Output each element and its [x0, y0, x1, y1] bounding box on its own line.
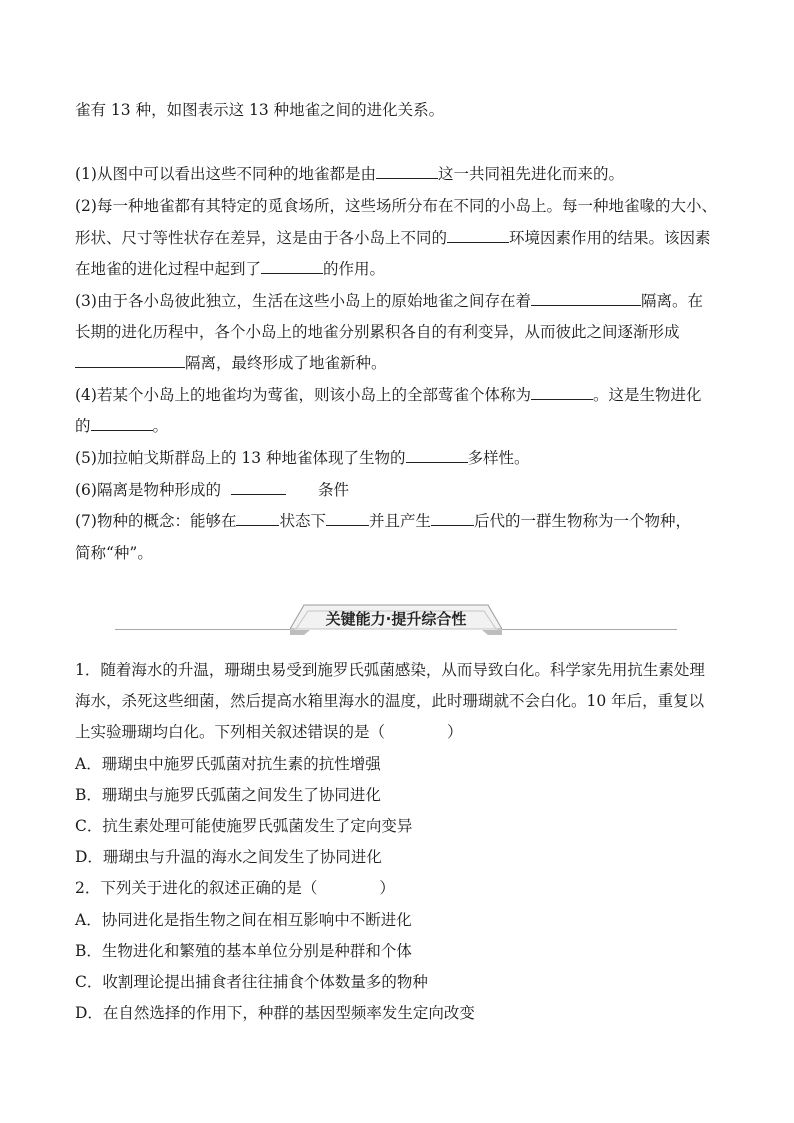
mc1-stem-text: 上实验珊瑚均白化。下列相关叙述错误的是（ [75, 723, 386, 741]
q2-text-a: 形状、尺寸等性状存在差异，这是由于各小岛上不同的 [75, 229, 448, 247]
q3-text-c: 隔离，最终形成了地雀新种。 [185, 354, 387, 372]
q3-text-b: 隔离。在 [640, 292, 703, 310]
q7-text-b: 状态下 [279, 512, 326, 530]
q5-text-a: (5)加拉帕戈斯群岛上的 13 种地雀体现了生物的 [75, 449, 406, 467]
mc1-option-d[interactable]: D．珊瑚虫与升温的海水之间发生了协同进化 [75, 848, 382, 866]
banner-tab [290, 603, 502, 633]
mc1-stem-line1: 1．随着海水的升温，珊瑚虫易受到施罗氏弧菌感染，从而导致白化。科学家先用抗生素处理 [75, 661, 705, 679]
q1-blank[interactable] [376, 164, 438, 179]
q1-text-b: 这一共同祖先进化而来的。 [437, 165, 624, 183]
q2-text-c: 在地雀的进化过程中起到了 [75, 260, 262, 278]
q2-blank-2[interactable] [261, 259, 323, 274]
mc1-stem-close: ） [447, 723, 463, 741]
question-4-line2 [75, 416, 168, 436]
mc2-option-a[interactable]: A．协同进化是指生物之间在相互影响中不断进化 [75, 911, 412, 929]
mc2-option-d[interactable]: D．在自然选择的作用下，种群的基因型频率发生定向改变 [75, 1004, 475, 1022]
q4-text-b: 。这是生物进化 [592, 386, 702, 404]
q2-text-b: 环境因素作用的结果。该因素 [509, 229, 711, 247]
question-4-line1 [75, 385, 701, 405]
q2-text-d: 的作用。 [323, 260, 386, 278]
mc2-option-b[interactable]: B．生物进化和繁殖的基本单位分别是种群和个体 [75, 942, 412, 960]
question-3-line3 [75, 353, 387, 373]
q7-blank-3[interactable] [431, 511, 474, 526]
q3-text-a: (3)由于各小岛彼此独立，生活在这些小岛上的原始地雀之间存在着 [75, 292, 531, 310]
banner-rule-left [115, 629, 290, 630]
question-2-line1: (2)每一种地雀都有其特定的觅食场所，这些场所分布在不同的小岛上。每一种地雀喙的大小、 [75, 197, 717, 215]
q7-text-a: (7)物种的概念：能够在 [75, 512, 237, 530]
question-3-line2: 长期的进化历程中，各个小岛上的地雀分别累积各自的有利变异，从而彼此之间逐渐形成 [75, 323, 680, 341]
banner-title: 关键能力·提升综合性 [325, 610, 467, 628]
mc1-option-c[interactable]: C．抗生素处理可能使施罗氏弧菌发生了定向变异 [75, 817, 413, 835]
q7-text-d: 后代的一群生物称为一个物种， [474, 512, 692, 530]
question-2-line2 [75, 228, 711, 248]
q4-blank-1[interactable] [531, 385, 593, 400]
q6-text-a: (6)隔离是物种形成的 [75, 481, 221, 499]
q7-text-c: 并且产生 [368, 512, 431, 530]
q4-text-d: 。 [152, 417, 169, 435]
q7-blank-1[interactable] [236, 511, 279, 526]
question-7-line1 [75, 511, 691, 531]
question-3-line1 [75, 291, 703, 311]
mc2-option-c[interactable]: C．收割理论提出捕食者往往捕食个体数量多的物种 [75, 973, 428, 991]
q3-blank-2[interactable] [75, 353, 185, 368]
mc1-stem-line3 [75, 722, 463, 742]
q4-blank-2[interactable] [91, 416, 153, 431]
section-banner [115, 603, 677, 639]
mc2-stem [75, 878, 395, 898]
banner-rule-right [502, 629, 677, 630]
q4-text-c: 的 [75, 417, 91, 435]
mc1-option-a[interactable]: A．珊瑚虫中施罗氏弧菌对抗生素的抗性增强 [75, 755, 381, 773]
question-1-fill [75, 164, 624, 184]
question-6-fill [75, 480, 349, 500]
mc1-option-b[interactable]: B．珊瑚虫与施罗氏弧菌之间发生了协同进化 [75, 786, 381, 804]
question-7-line2: 简称“种”。 [75, 544, 153, 562]
mc1-stem-line2: 海水，杀死这些细菌，然后提高水箱里海水的温度，此时珊瑚就不会白化。10 年后，重复以 [75, 692, 705, 710]
q6-blank[interactable] [231, 480, 286, 495]
question-5-fill [75, 448, 530, 468]
q5-blank[interactable] [406, 448, 468, 463]
q1-text-a: (1)从图中可以看出这些不同种的地雀都是由 [75, 165, 376, 183]
q5-text-b: 多样性。 [467, 449, 530, 467]
mc2-stem-close: ） [379, 879, 395, 897]
q6-text-b: 条件 [317, 481, 349, 499]
q3-blank-1[interactable] [531, 291, 641, 306]
q4-text-a: (4)若某个小岛上的地雀均为莺雀，则该小岛上的全部莺雀个体称为 [75, 386, 531, 404]
mc2-stem-text: 2．下列关于进化的叙述正确的是（ [75, 879, 318, 897]
q2-blank-1[interactable] [447, 228, 509, 243]
q7-blank-2[interactable] [326, 511, 369, 526]
question-2-line3 [75, 259, 385, 279]
intro-text: 雀有 13 种，如图表示这 13 种地雀之间的进化关系。 [75, 101, 445, 119]
